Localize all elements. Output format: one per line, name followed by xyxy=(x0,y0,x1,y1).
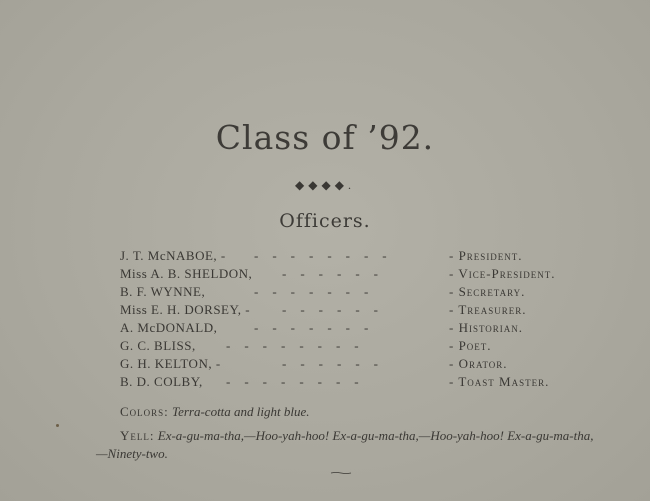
officer-row xyxy=(0,374,650,392)
yell-label: Yell: xyxy=(120,428,155,443)
colors-value: Terra-cotta and light blue. xyxy=(172,404,310,419)
officer-title: - Poet. xyxy=(449,338,492,353)
section-heading-officers: Officers. xyxy=(279,210,371,232)
leader-dashes: ------ xyxy=(282,302,392,317)
officer-row xyxy=(0,284,650,302)
officer-row xyxy=(0,302,650,320)
officer-name: A. McDONALD, xyxy=(120,320,218,335)
ornamental-rule xyxy=(321,472,361,474)
officer-name: B. D. COLBY, xyxy=(120,374,203,389)
leader-dashes: ------- xyxy=(254,320,383,335)
officer-row xyxy=(0,338,650,356)
ornament-diamonds: ◆◆◆◆. xyxy=(295,178,355,192)
officer-title: - Secretary. xyxy=(449,284,526,299)
officer-name: B. F. WYNNE, xyxy=(120,284,206,299)
leader-dashes: ------ xyxy=(282,356,392,371)
officer-title: - Orator. xyxy=(449,356,508,371)
leader-dashes: -------- xyxy=(254,248,401,263)
officer-title: - Historian. xyxy=(449,320,524,335)
officer-title: - Toast Master. xyxy=(449,374,550,389)
officer-name: J. T. McNABOE, - xyxy=(120,248,226,263)
leader-dashes: ------ xyxy=(282,266,392,281)
yell-value: Ex-a-gu-ma-tha,—Hoo-yah-hoo! Ex-a-gu-ma-tha,—Hoo-yah-hoo! Ex-a-gu-ma-tha,—Ninety-two. xyxy=(96,428,594,461)
officer-row xyxy=(0,248,650,266)
colors-label: Colors: xyxy=(120,404,169,419)
leader-dashes: -------- xyxy=(226,338,373,353)
leader-dashes: -------- xyxy=(226,374,373,389)
paper-speck xyxy=(56,424,59,427)
officer-name: Miss E. H. DORSEY, - xyxy=(120,302,251,317)
officer-title: - President. xyxy=(449,248,523,263)
officer-name: G. H. KELTON, - xyxy=(120,356,221,371)
page-title: Class of ’92. xyxy=(215,118,435,157)
officer-name: Miss A. B. SHELDON, xyxy=(120,266,253,281)
officer-title: - Vice-President. xyxy=(449,266,556,281)
officer-row xyxy=(0,356,650,374)
officer-name: G. C. BLISS, xyxy=(120,338,196,353)
class-yell xyxy=(96,427,596,463)
officer-row xyxy=(0,320,650,338)
class-colors xyxy=(120,404,310,420)
officer-row xyxy=(0,266,650,284)
officer-title: - Treasurer. xyxy=(449,302,527,317)
leader-dashes: ------- xyxy=(254,284,383,299)
